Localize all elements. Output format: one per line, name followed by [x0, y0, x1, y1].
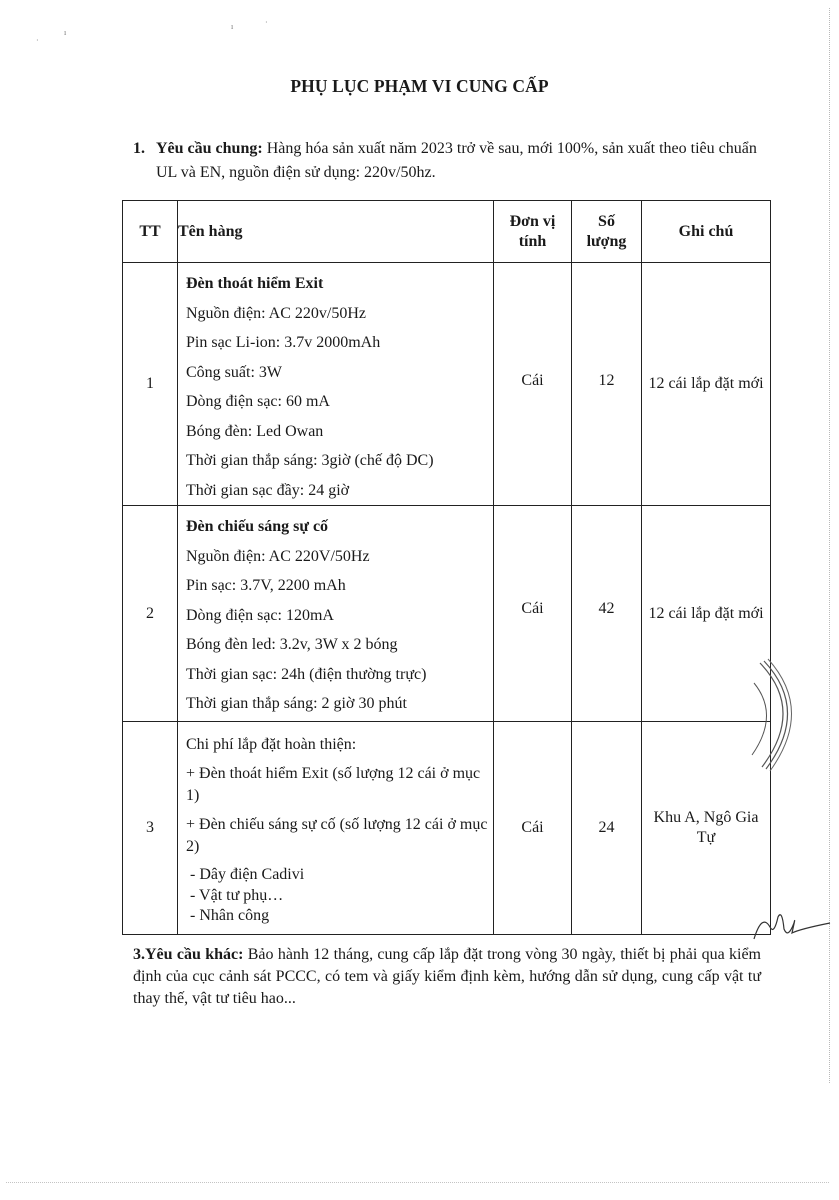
- item-spec: Bóng đèn: Led Owan: [186, 422, 324, 440]
- item-note-text: 12 cái lắp đặt mới: [648, 375, 764, 392]
- supply-table: [122, 200, 771, 935]
- item-description: [178, 722, 494, 935]
- item-quantity: 24: [572, 722, 642, 935]
- section-other-requirements: [133, 944, 761, 1010]
- header-quantity: [572, 201, 642, 263]
- header-unit: [494, 201, 572, 263]
- row-index: 1: [123, 263, 178, 506]
- header-quantity-text: Số lượng: [586, 212, 627, 250]
- item-spec: Thời gian thắp sáng: 2 giờ 30 phút: [186, 695, 407, 712]
- header-unit-text: Đơn vị tính: [509, 212, 556, 250]
- table-header-row: [123, 201, 771, 263]
- item-spec: Nguồn điện: AC 220V/50Hz: [186, 547, 370, 565]
- section-label: Yêu cầu chung:: [156, 140, 263, 157]
- item-spec: Thời gian sạc: 24h (điện thường trực): [186, 665, 427, 683]
- section-label: 3.Yêu cầu khác:: [133, 946, 244, 963]
- item-quantity: 42: [572, 506, 642, 722]
- item-note-text: Khu A, Ngô Gia Tự: [653, 809, 759, 846]
- item-unit: Cái: [494, 263, 572, 506]
- item-title: Đèn chiếu sáng sự cố: [186, 518, 329, 535]
- signature-mark: [750, 905, 839, 945]
- table-row: [123, 506, 771, 722]
- item-spec: Công suất: 3W: [186, 363, 282, 381]
- section-text: Hàng hóa sản xuất năm 2023 trở về sau, mới 100%, sản xuất theo tiêu chuẩn UL và EN, nguồn điện sử dụng: 220v/50hz.: [156, 140, 757, 181]
- item-unit: Cái: [494, 506, 572, 722]
- header-tt: TT: [123, 201, 178, 263]
- item-spec: Dòng điện sạc: 120mA: [186, 606, 334, 624]
- scan-speck: ·: [36, 36, 39, 45]
- section-number: 1.: [133, 140, 145, 157]
- table-row: [123, 263, 771, 506]
- item-title: Đèn thoát hiểm Exit: [186, 275, 324, 292]
- item-line: + Đèn chiếu sáng sự cố (số lượng 12 cái ở mục 2): [186, 816, 488, 855]
- item-description: [178, 263, 494, 506]
- section-general-requirements: [133, 137, 773, 185]
- item-spec: Thời gian sạc đầy: 24 giờ: [186, 481, 350, 499]
- item-spec: Pin sạc Li-ion: 3.7v 2000mAh: [186, 334, 381, 351]
- item-sub-item: - Dây điện Cadivi: [190, 866, 305, 883]
- table-row: [123, 722, 771, 935]
- scan-border-bottom: [6, 1182, 829, 1183]
- row-index: 3: [123, 722, 178, 935]
- item-line: + Đèn thoát hiểm Exit (số lượng 12 cái ở mục 1): [186, 765, 481, 804]
- item-quantity: 12: [572, 263, 642, 506]
- header-note: Ghi chú: [642, 201, 771, 263]
- item-note-text: 12 cái lắp đặt mới: [648, 604, 764, 622]
- item-spec: Bóng đèn led: 3.2v, 3W x 2 bóng: [186, 636, 398, 653]
- header-item-name: Tên hàng: [178, 201, 494, 263]
- item-unit: Cái: [494, 722, 572, 935]
- item-spec: Thời gian thắp sáng: 3giờ (chế độ DC): [186, 452, 434, 469]
- item-line: Chi phí lắp đặt hoàn thiện:: [186, 736, 357, 753]
- item-spec: Pin sạc: 3.7V, 2200 mAh: [186, 577, 346, 594]
- item-description: [178, 506, 494, 722]
- section-text: Bảo hành 12 tháng, cung cấp lắp đặt trong vòng 30 ngày, thiết bị phải qua kiểm định của cục cảnh sát PCCC, có tem và giấy kiểm định kèm, hướng dẫn sử dụng, cung cấp vật tư thay thế, vật tư tiêu hao...: [133, 946, 761, 1007]
- item-sub-item: - Nhân công: [190, 907, 270, 924]
- item-spec: Dòng điện sạc: 60 mA: [186, 393, 330, 410]
- stamp-mark: [750, 655, 810, 775]
- item-sub-item: - Vật tư phụ…: [190, 886, 284, 904]
- item-note: [642, 263, 771, 506]
- scan-speck: ı: [231, 22, 234, 31]
- document-title: PHỤ LỤC PHẠM VI CUNG CẤP: [290, 76, 549, 96]
- scan-speck: ı: [64, 28, 67, 37]
- row-index: 2: [123, 506, 178, 722]
- scan-speck: ·: [265, 18, 268, 27]
- item-spec: Nguồn điện: AC 220v/50Hz: [186, 304, 366, 322]
